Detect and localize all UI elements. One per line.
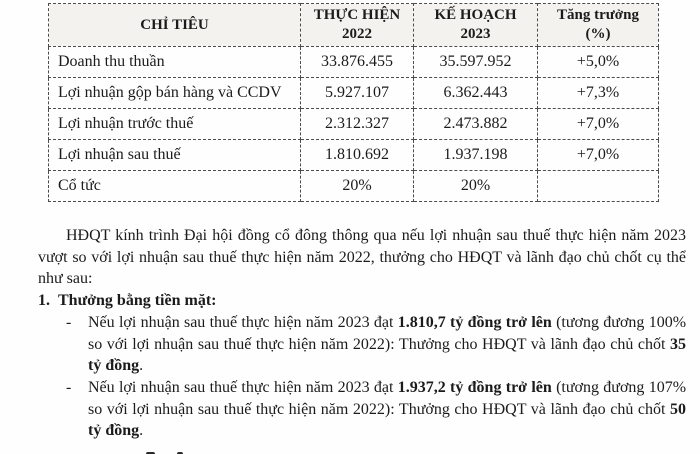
bullet-item <box>38 312 686 377</box>
bullet-dash: - <box>66 313 72 331</box>
intro-paragraph: HĐQT kính trình Đại hội đồng cổ đông thông qua nếu lợi nhuận sau thuế thực hiện năm 2023 vượt so với lợi nhuận sau thuế thực hiện năm 2022, thưởng cho HĐQT và lãnh đạo chủ chốt cụ thể như sau: <box>38 227 686 288</box>
bullet-text-segment: (tương đương 107% so với lợi nhuận sau thuế thực hiện năm 2022): Thưởng cho HĐQT và lãnh đạo chủ chốt <box>88 378 687 418</box>
value-2022: 2.312.327 <box>301 109 414 140</box>
bullet-text-bold: 1.937,2 tỷ đồng trở lên <box>397 378 552 396</box>
table-row <box>49 47 659 78</box>
row-label: Lợi nhuận gộp bán hàng và CCDV <box>49 78 301 109</box>
growth-value: +7,0% <box>538 109 659 140</box>
item-number: 1. <box>38 292 50 310</box>
header-ke-hoach-2023 <box>414 4 538 47</box>
header-thuc-hien-2022 <box>301 4 414 47</box>
header-line: CHỈ TIÊU <box>140 16 209 33</box>
bullet-text-bold: 50 tỷ đồng <box>88 400 686 440</box>
growth-value: +7,0% <box>538 140 659 171</box>
bullet-dash: - <box>66 378 72 396</box>
table-row <box>49 109 659 140</box>
table-row <box>49 140 659 171</box>
bullet-text-segment: . <box>139 422 144 440</box>
value-2023: 35.597.952 <box>414 47 538 78</box>
table-row <box>49 171 659 202</box>
header-line: 2023 <box>460 26 491 42</box>
bullet-text-segment: (tương đương 100% so với lợi nhuận sau thuế thực hiện năm 2022): Thưởng cho HĐQT và lãnh đạo chủ chốt <box>88 313 687 353</box>
header-line: KẾ HOẠCH <box>434 7 517 23</box>
bullet-text <box>88 312 686 377</box>
value-2022: 20% <box>301 171 414 202</box>
header-tang-truong <box>538 4 659 47</box>
bullet-text-segment: . <box>139 357 144 375</box>
financial-targets-table <box>48 3 659 202</box>
header-line: THỰC HIỆN <box>313 7 401 23</box>
bullet-text-bold: 1.810,7 tỷ đồng trở lên <box>397 313 552 331</box>
document-body <box>0 225 700 442</box>
row-label: Lợi nhuận trước thuế <box>49 109 301 140</box>
value-2023: 20% <box>414 171 538 202</box>
bullet-text-segment: Nếu lợi nhuận sau thuế thực hiện năm 2023 đạt <box>88 313 398 331</box>
header-line: Tăng trưởng <box>557 7 639 23</box>
table-row <box>49 78 659 109</box>
growth-value: +7,3% <box>538 78 659 109</box>
item-title: Thưởng bằng tiền mặt: <box>58 292 217 310</box>
header-line: (%) <box>585 26 611 42</box>
value-2022: 5.927.107 <box>301 78 414 109</box>
row-label: Doanh thu thuần <box>49 47 301 78</box>
bullet-text <box>88 377 686 442</box>
value-2022: 33.876.455 <box>301 47 414 78</box>
row-label: Lợi nhuận sau thuế <box>49 140 301 171</box>
value-2022: 1.810.692 <box>301 140 414 171</box>
growth-value: +5,0% <box>538 47 659 78</box>
bullet-text-bold: 35 tỷ đồng <box>88 335 686 375</box>
header-line: 2022 <box>342 26 372 42</box>
table-header-row <box>49 4 659 47</box>
value-2023: 6.362.443 <box>414 78 538 109</box>
row-label: Cổ tức <box>49 171 301 202</box>
bullet-text-segment: Nếu lợi nhuận sau thuế thực hiện năm 2023 đạt <box>88 378 398 396</box>
header-chi-tieu <box>49 4 301 47</box>
value-2023: 1.937.198 <box>414 140 538 171</box>
numbered-item-1 <box>38 290 686 312</box>
value-2023: 2.473.882 <box>414 109 538 140</box>
cutoff-text-fragment <box>146 448 183 454</box>
growth-value <box>538 171 659 202</box>
bullet-item <box>38 377 686 442</box>
